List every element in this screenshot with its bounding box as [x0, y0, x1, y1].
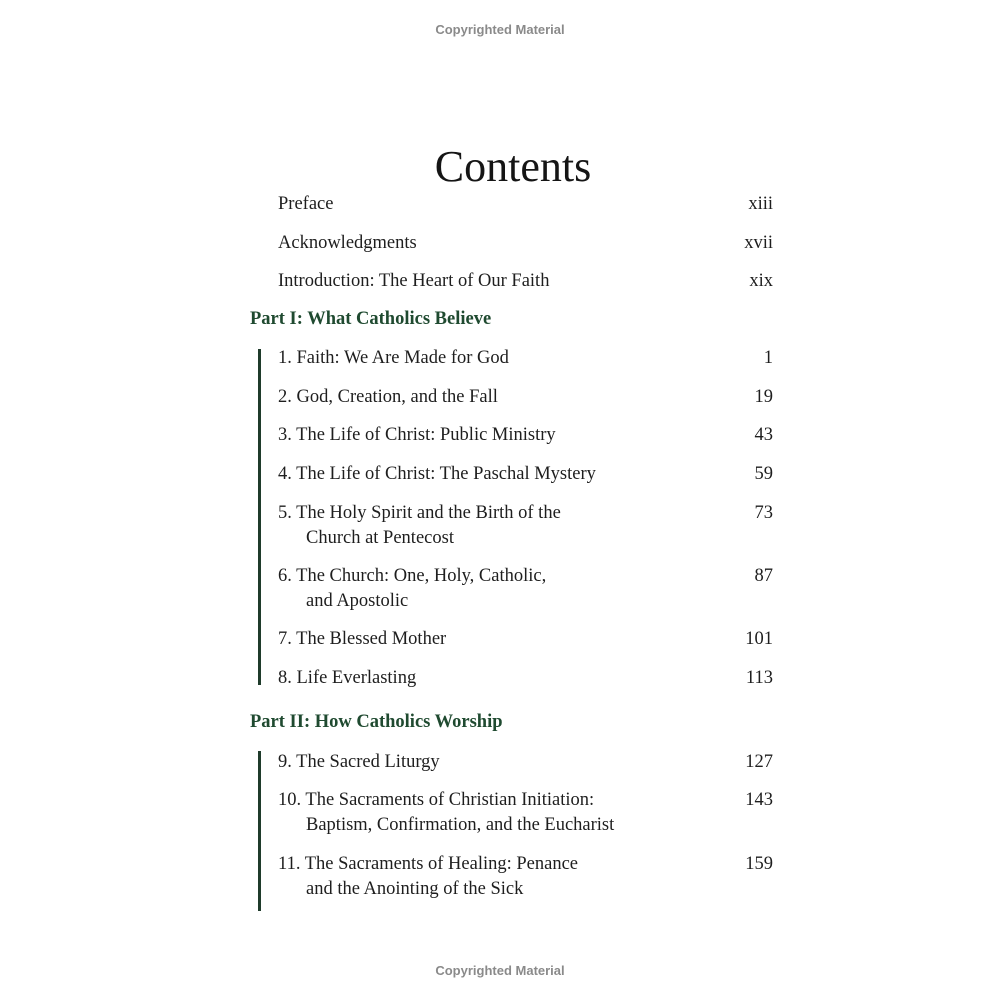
toc-page-number: 143 [745, 790, 773, 810]
toc-entry-chapter-4[interactable] [278, 462, 773, 487]
toc-entry-chapter-3[interactable] [278, 423, 773, 448]
toc-entry-chapter-9[interactable] [278, 750, 773, 775]
toc-entry-chapter-10[interactable] [278, 788, 773, 838]
toc-page-number: 19 [754, 387, 773, 407]
toc-entry-preface[interactable] [278, 192, 773, 217]
toc-entry-title: 6. The Church: One, Holy, Catholic, [278, 566, 547, 586]
toc-entry-title: Preface [278, 194, 334, 214]
copyright-watermark-bottom: Copyrighted Material [435, 963, 565, 978]
toc-entry-acknowledgments[interactable] [278, 231, 773, 256]
toc-page-number: 59 [754, 464, 773, 484]
page-title: Contents [434, 142, 592, 192]
toc-page-number: xiii [748, 194, 773, 214]
toc-entry-title: 7. The Blessed Mother [278, 629, 447, 649]
toc-entry-title: 4. The Life of Christ: The Paschal Mystery [278, 464, 596, 484]
toc-entry-title: 9. The Sacred Liturgy [278, 752, 440, 772]
toc-entry-title-continued: and the Anointing of the Sick [306, 879, 524, 899]
toc-page-number: xvii [744, 233, 773, 253]
toc-page-number: 43 [754, 425, 773, 445]
toc-entry-title: 3. The Life of Christ: Public Ministry [278, 425, 556, 445]
toc-entry-title-continued: Baptism, Confirmation, and the Eucharist [306, 815, 615, 835]
toc-page-number: 1 [763, 348, 773, 368]
toc-entry-title: 10. The Sacraments of Christian Initiation: [278, 790, 595, 810]
toc-page-number: 127 [745, 752, 773, 772]
part-2-rule [258, 751, 261, 911]
toc-entry-title: 2. God, Creation, and the Fall [278, 387, 498, 407]
toc-entry-title: 8. Life Everlasting [278, 668, 417, 688]
toc-entry-title-continued: Church at Pentecost [306, 528, 454, 548]
toc-entry-chapter-11[interactable] [278, 852, 773, 902]
part-1-rule [258, 349, 261, 685]
toc-entry-title: Acknowledgments [278, 233, 417, 253]
toc-entry-introduction[interactable] [278, 269, 773, 294]
part-heading-1: Part I: What Catholics Believe [250, 309, 492, 329]
toc-entry-chapter-2[interactable] [278, 385, 773, 410]
toc-entry-chapter-6[interactable] [278, 564, 773, 614]
toc-entry-title: 1. Faith: We Are Made for God [278, 348, 509, 368]
toc-page-number: 73 [754, 503, 773, 523]
toc-page-number: 113 [745, 668, 773, 688]
toc-page-number: 159 [745, 854, 773, 874]
toc-entry-chapter-7[interactable] [278, 627, 773, 652]
toc-entry-title-continued: and Apostolic [306, 591, 409, 611]
toc-entry-title: Introduction: The Heart of Our Faith [278, 271, 550, 291]
part-heading-2: Part II: How Catholics Worship [250, 712, 503, 732]
toc-page-number: xix [749, 271, 773, 291]
toc-page-number: 101 [745, 629, 773, 649]
toc-entry-title: 11. The Sacraments of Healing: Penance [278, 854, 579, 874]
toc-entry-chapter-8[interactable] [278, 666, 773, 691]
toc-page-number: 87 [754, 566, 773, 586]
toc-entry-title: 5. The Holy Spirit and the Birth of the [278, 503, 561, 523]
copyright-watermark-top: Copyrighted Material [435, 22, 565, 37]
toc-entry-chapter-1[interactable] [278, 346, 773, 371]
toc-entry-chapter-5[interactable] [278, 501, 773, 551]
